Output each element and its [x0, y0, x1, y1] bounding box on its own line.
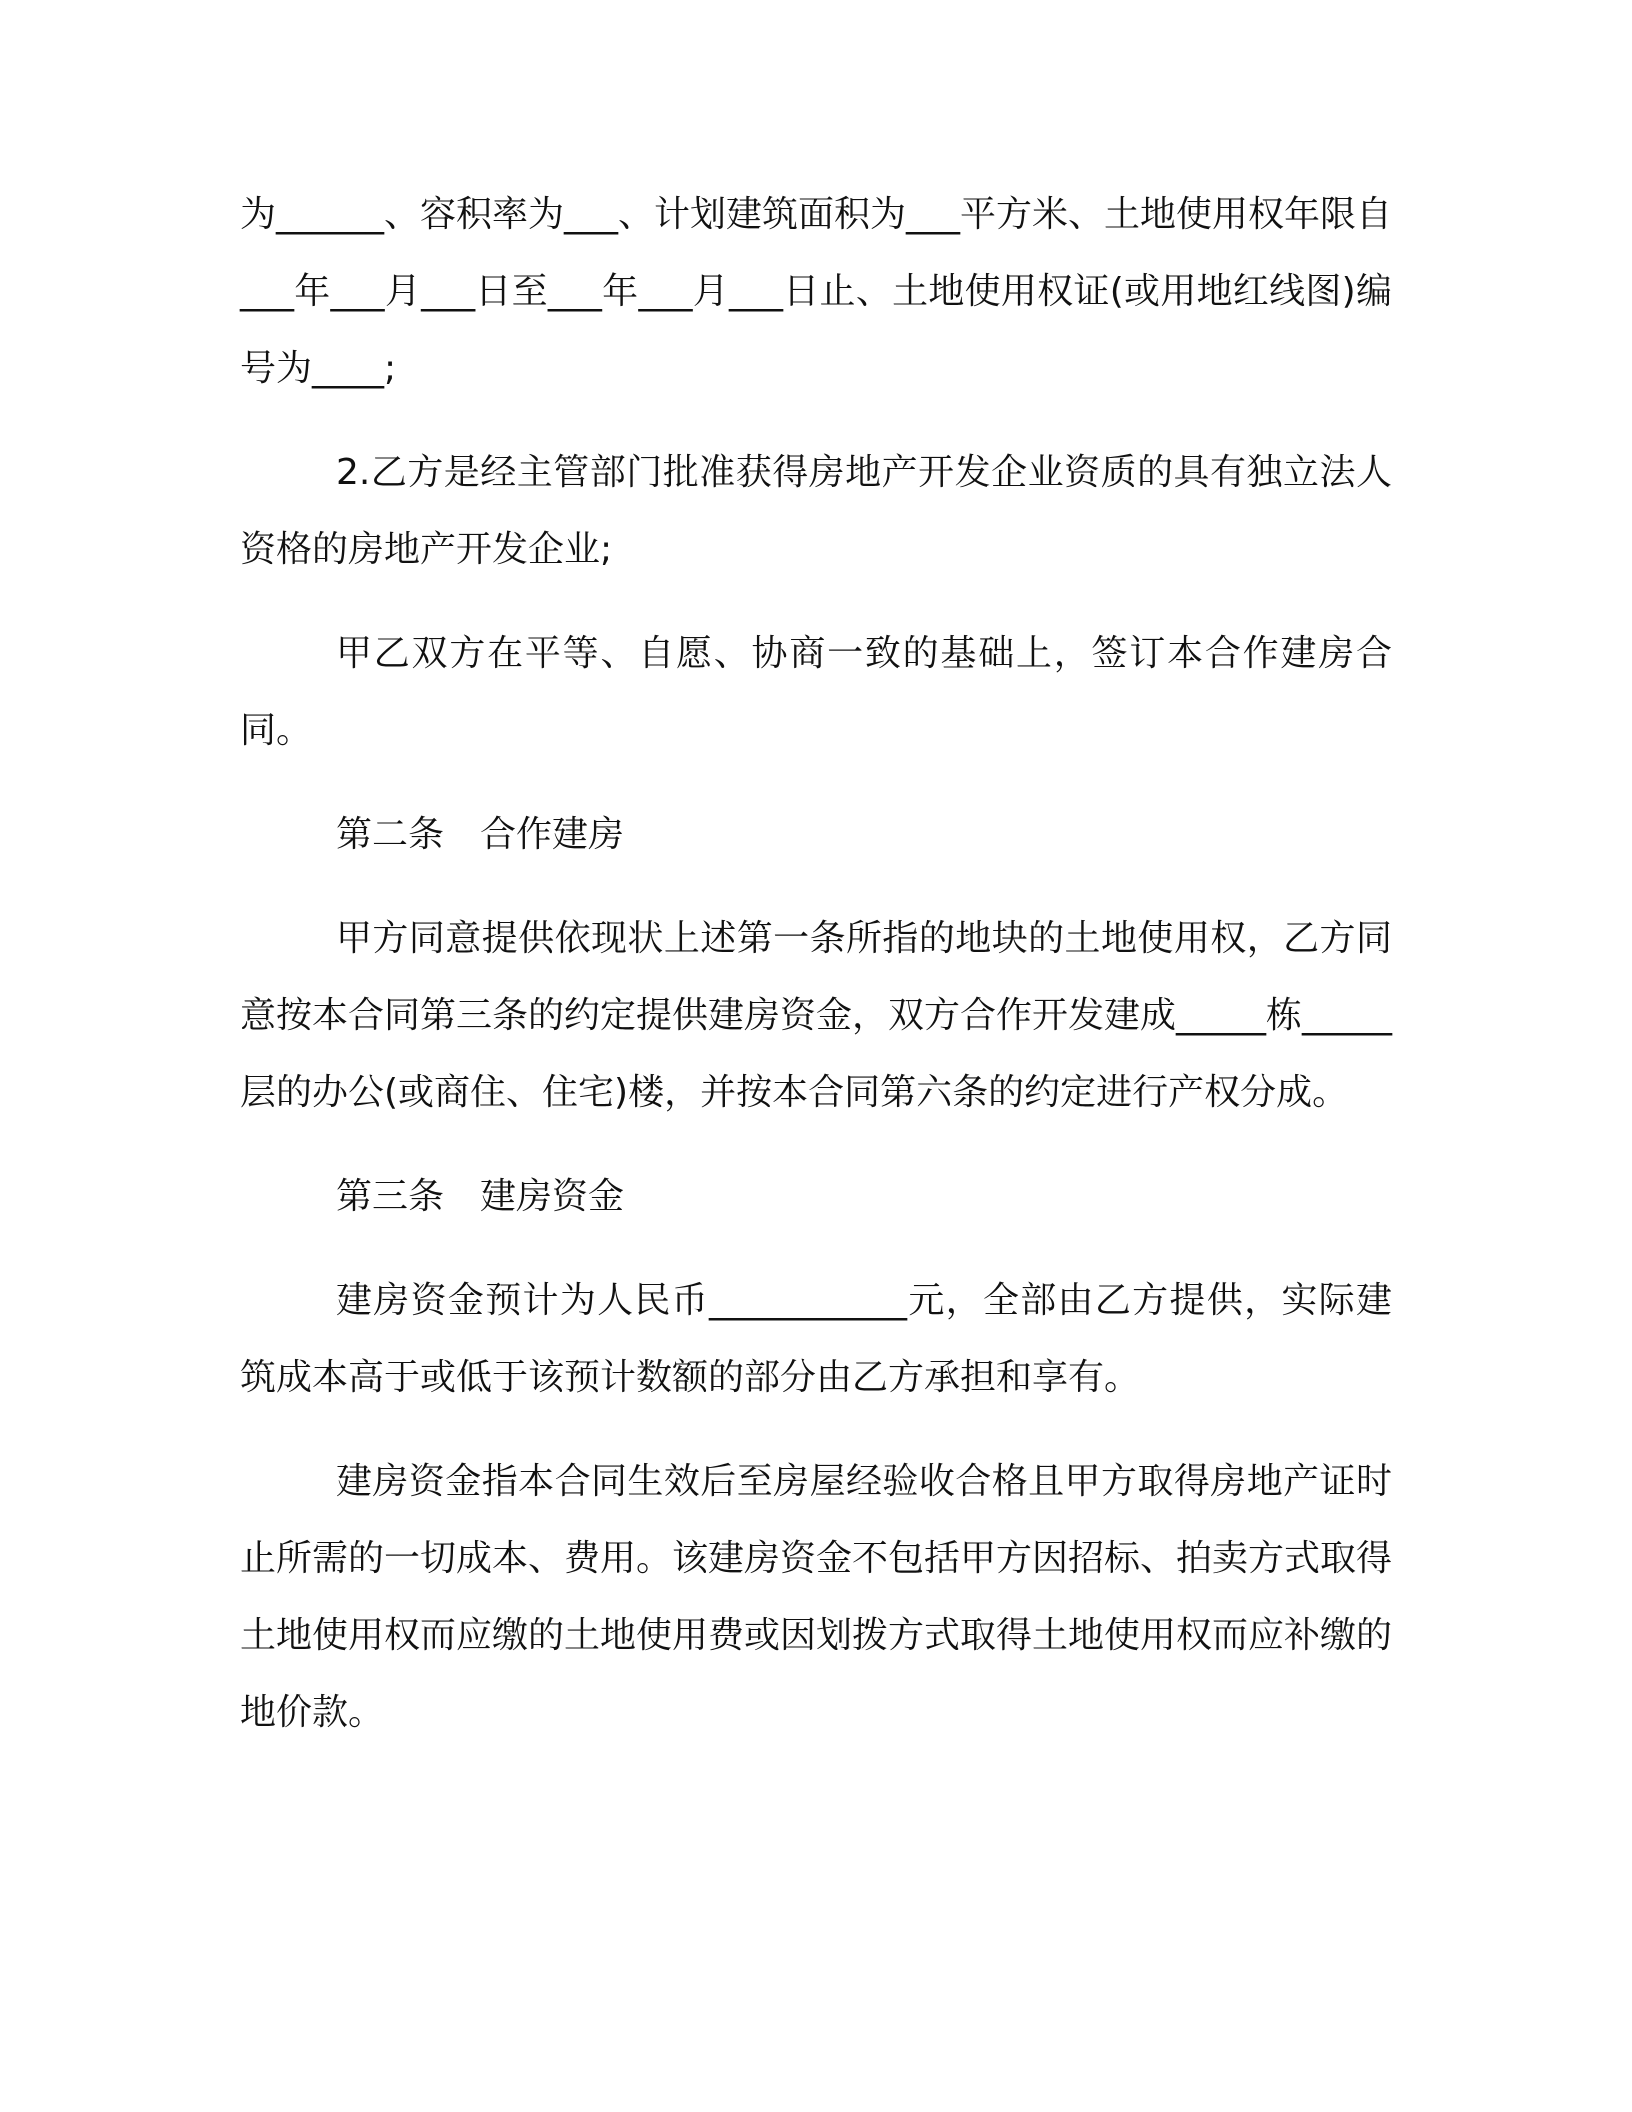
paragraph-article-3-funds: 建房资金预计为人民币___________元，全部由乙方提供，实际建筑成本高于或低于该预计数额的部分由乙方承担和享有。 [240, 1280, 1392, 1398]
paragraph-article-3-definition: 建房资金指本合同生效后至房屋经验收合格且甲方取得房地产证时止所需的一切成本、费用。该建房资金不包括甲方因招标、拍卖方式取得土地使用权而应缴的土地使用费或因划拨方式取得土地使用权而应补缴的地价款。 [240, 1461, 1393, 1733]
paragraph-party-b-qualification: 2.乙方是经主管部门批准获得房地产开发企业资质的具有独立法人资格的房地产开发企业; [240, 452, 1392, 570]
paragraph-agreement-basis: 甲乙双方在平等、自愿、协商一致的基础上，签订本合作建房合同。 [240, 633, 1392, 751]
paragraph-article-2-body: 甲方同意提供依现状上述第一条所指的地块的土地使用权，乙方同意按本合同第三条的约定提供建房资金，双方合作开发建成_____栋_____层的办公(或商住、住宅)楼，并按本合同第六条的约定进行产权分成。 [240, 918, 1393, 1113]
document-page [240, 176, 1392, 1778]
article-3-heading: 第三条 建房资金 [336, 1176, 625, 1217]
paragraph-land-details: 为______、容积率为___、计划建筑面积为___平方米、土地使用权年限自___年___月___日至___年___月___日止、土地使用权证(或用地红线图)编号为____; [240, 194, 1393, 389]
article-2-heading: 第二条 合作建房 [336, 814, 625, 855]
